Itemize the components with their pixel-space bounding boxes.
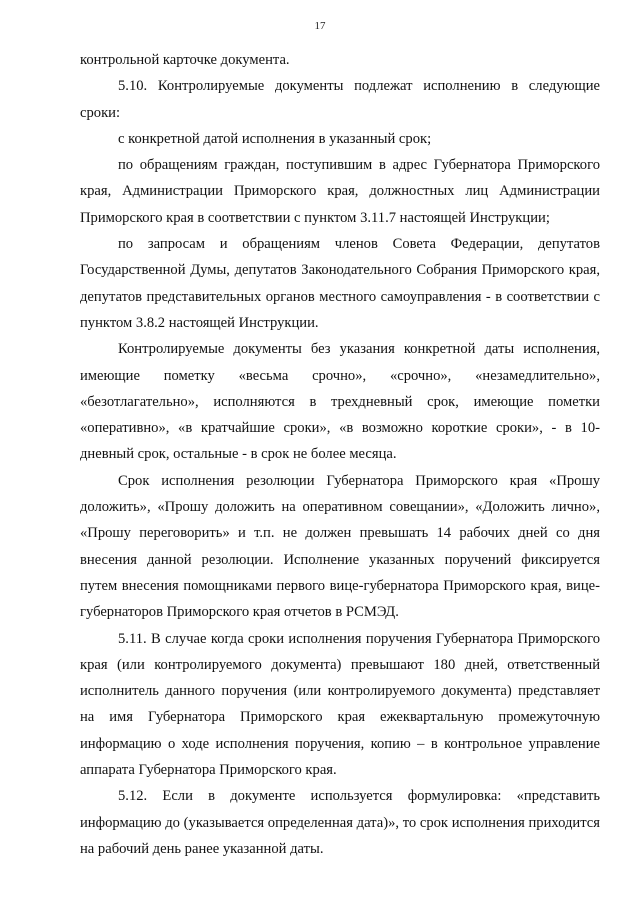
page-number: 17 [314,20,326,32]
paragraph-federation-requests: по запросам и обращениям членов Совета Федерации, депутатов Государственной Думы, депутатов Законодательного Собрания Приморского края, депутатов представительных органов местного самоуправления - в соответствии с пунктом 3.8.2 настоящей Инструкции. [80,236,600,331]
paragraph-resolution-deadline: Срок исполнения резолюции Губернатора Приморского края «Прошу доложить», «Прошу доложить на оперативном совещании», «Доложить лично», «Прошу переговорить» и т.п. не должен превышать 14 рабочих дней со дня внесения данной резолюции. Исполнение указанных поручений фиксируется путем внесения помощниками первого вице-губернатора Приморского края, вице-губернаторов Приморского края отчетов в РСМЭД. [80,472,600,621]
paragraph-5-10: 5.10. Контролируемые документы подлежат исполнению в следующие сроки: [80,78,600,121]
paragraph-citizen-appeals: по обращениям граждан, поступившим в адрес Губернатора Приморского края, Администрации Приморского края, должностных лиц Администрации Приморского края в соответствии с пунктом 3.11.7 настоящей Инструкции; [80,157,600,226]
paragraph-5-11: 5.11. В случае когда сроки исполнения поручения Губернатора Приморского края (или контролируемого документа) превышают 180 дней, ответственный исполнитель данного поручения (или контролируемого документа) представляет на имя Губернатора Приморского края ежеквартальную промежуточную информацию о ходе исполнения поручения, копию – в контрольное управление аппарата Губернатора Приморского края. [80,630,600,779]
paragraph-5-12: 5.12. Если в документе используется формулировка: «представить информацию до (указывается определенная дата)», то срок исполнения приходится на рабочий день ранее указанной даты. [80,788,600,857]
paragraph-specific-date: с конкретной датой исполнения в указанный срок; [118,130,432,147]
paragraph-continuation: контрольной карточке документа. [80,52,290,68]
paragraph-urgent-marks: Контролируемые документы без указания конкретной даты исполнения, имеющие пометку «весьма срочно», «срочно», «незамедлительно», «безотлагательно», исполняются в трехдневный срок, имеющие пометки «оперативно», «в кратчайшие сроки», «в возможно короткие сроки», - в 10-дневный срок, остальные - в срок не более месяца. [80,341,600,463]
document-body [80,47,600,862]
